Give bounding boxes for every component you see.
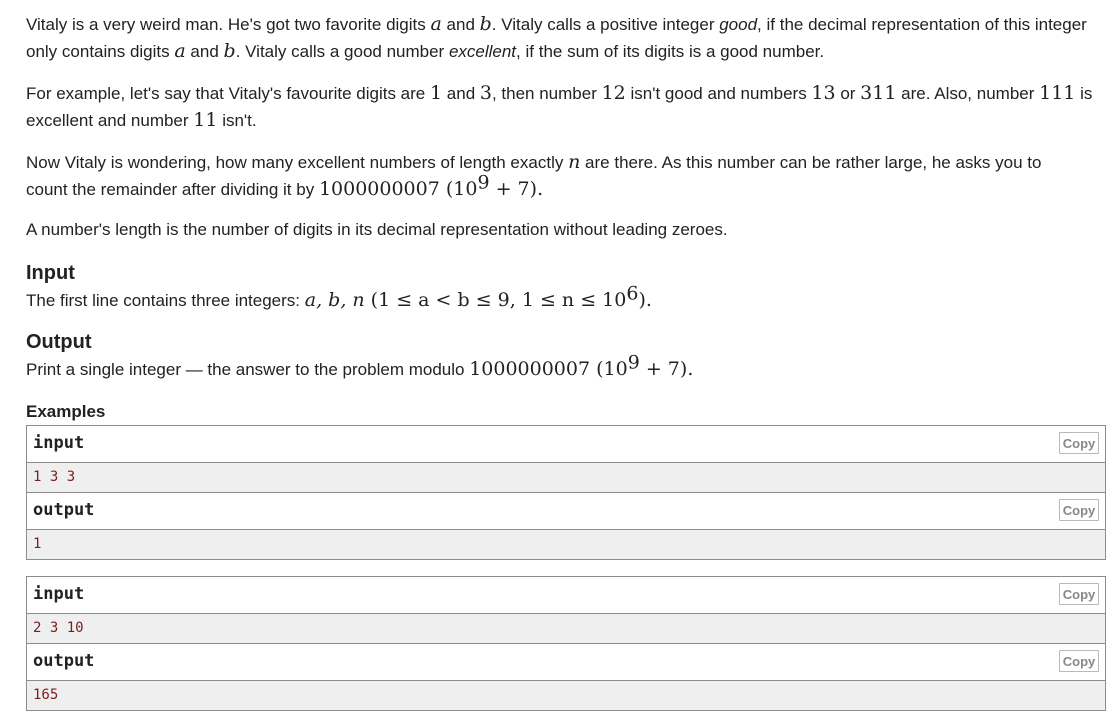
text: is excellent and number — [26, 84, 1093, 130]
math-value: 11 — [193, 109, 218, 131]
math-exponent: 9 — [627, 351, 640, 374]
text: are. Also, number — [896, 84, 1040, 103]
math-value: 1 — [429, 82, 443, 104]
text: Vitaly is a very weird man. He's got two favorite digits — [26, 15, 431, 34]
input-label: input — [33, 433, 85, 453]
text: . Vitaly calls a positive integer — [491, 15, 720, 34]
text: Print a single integer — the answer to the problem modulo — [26, 360, 470, 379]
sample-output-header — [27, 493, 1105, 530]
text: isn't good and numbers — [625, 84, 812, 103]
input-section-text — [26, 282, 652, 314]
sample-output-value: 1 — [33, 536, 42, 552]
math-modulus: 1000000007 — [469, 358, 591, 380]
math-exponent: 9 — [477, 171, 490, 194]
text: For example, let's say that Vitaly's favourite digits are — [26, 84, 430, 103]
statement-paragraph-2 — [26, 80, 1096, 134]
math-constraint: (1 ≤ a < b ≤ 9, 1 ≤ n ≤ 10 — [364, 289, 627, 311]
text: , if the sum of its digits is a good number. — [516, 42, 825, 61]
statement-paragraph-4 — [26, 217, 728, 243]
math-exponent: 6 — [626, 282, 639, 305]
text: , then number — [491, 84, 602, 103]
sample-test-2 — [26, 576, 1106, 711]
text: A number's length is the number of digits in its decimal representation without leading zeroes. — [26, 220, 728, 239]
math-value: 3 — [479, 82, 492, 104]
examples-title: Examples — [26, 402, 106, 421]
text: The first line contains three integers: — [26, 291, 305, 310]
sample-output-value: 165 — [33, 687, 59, 703]
copy-input-button[interactable]: Copy — [1059, 432, 1099, 454]
math-text: + 7). — [639, 358, 694, 380]
math-a: a — [430, 13, 442, 35]
text: and — [185, 42, 224, 61]
text: . Vitaly calls a good number — [235, 42, 449, 61]
output-section-title: Output — [26, 331, 92, 353]
math-value: 13 — [811, 82, 836, 104]
statement-paragraph-1 — [26, 11, 1094, 65]
math-value: 111 — [1039, 82, 1076, 104]
math-a: a — [174, 40, 186, 62]
math-text: (10 — [590, 358, 628, 380]
sample-input-body — [27, 614, 1105, 644]
math-b: b — [223, 40, 236, 62]
output-label: output — [33, 651, 95, 671]
math-value: 311 — [860, 82, 897, 104]
copy-output-button[interactable]: Copy — [1059, 650, 1099, 672]
output-section-text — [26, 351, 694, 383]
math-text: (10 — [439, 178, 478, 200]
math-b: b — [479, 13, 492, 35]
math-text: + 7). — [489, 178, 544, 200]
copy-input-button[interactable]: Copy — [1059, 583, 1099, 605]
math-modulus: 1000000007 — [318, 178, 440, 200]
output-label: output — [33, 500, 95, 520]
text: isn't. — [217, 111, 257, 130]
math-vars: a, b, n — [304, 289, 365, 311]
sample-output-header — [27, 644, 1105, 681]
text: or — [835, 84, 861, 103]
sample-input-value: 2 3 10 — [33, 620, 84, 636]
statement-paragraph-3 — [26, 149, 1086, 203]
input-label: input — [33, 584, 85, 604]
sample-input-body — [27, 463, 1105, 493]
text: Now Vitaly is wondering, how many excellent numbers of length exactly — [26, 153, 569, 172]
input-section-title: Input — [26, 262, 75, 284]
text: are there. As this number can be rather large, he asks you to count the remainder after dividing it by — [26, 153, 1042, 199]
math-n: n — [568, 151, 581, 173]
sample-output-body — [27, 530, 1105, 559]
term-excellent: excellent — [448, 42, 517, 61]
sample-output-body — [27, 681, 1105, 710]
math-value: 12 — [601, 82, 626, 104]
sample-input-header — [27, 426, 1105, 463]
math-text: ). — [638, 289, 652, 311]
term-good: good — [719, 15, 758, 34]
copy-output-button[interactable]: Copy — [1059, 499, 1099, 521]
text: , if the decimal representation of this integer only contains digits — [26, 15, 1087, 61]
text: and — [442, 84, 480, 103]
sample-input-value: 1 3 3 — [33, 469, 76, 485]
text: and — [441, 15, 480, 34]
sample-input-header — [27, 577, 1105, 614]
sample-test-1 — [26, 425, 1106, 560]
